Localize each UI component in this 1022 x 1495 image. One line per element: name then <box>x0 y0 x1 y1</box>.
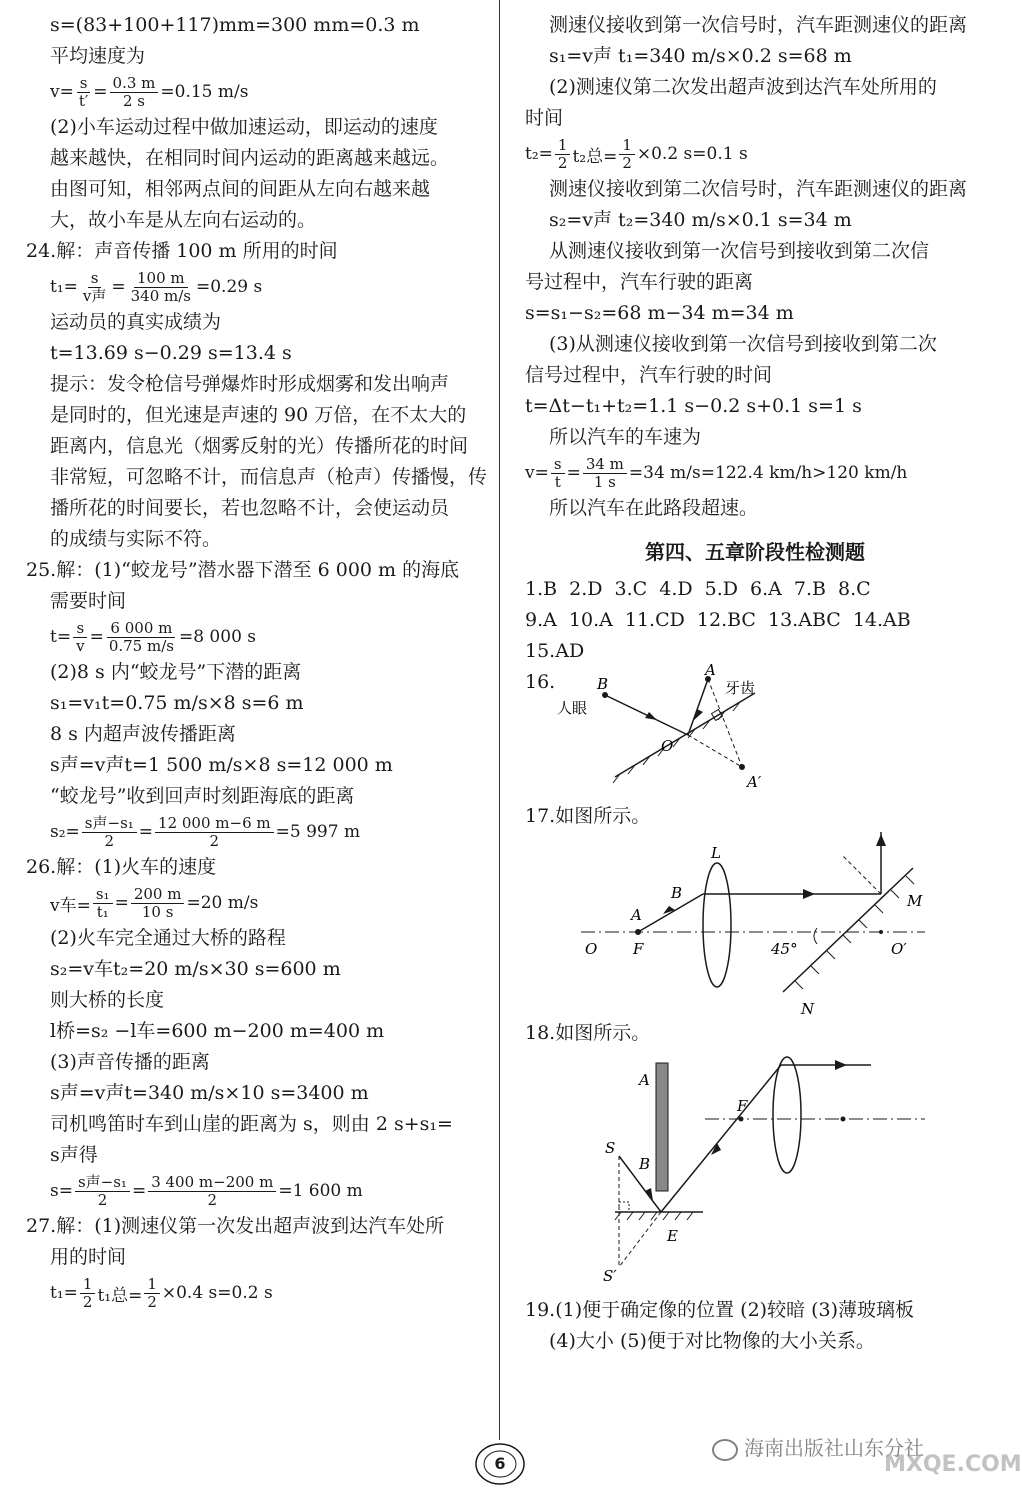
text-line: s₁=v₁t=0.75 m/s×8 s=6 m <box>50 692 304 714</box>
equation: v= $\frac{s}{t'}$ = $\frac{0.3 m}{2 s}$ =0.15 m/s <box>50 73 249 110</box>
label-M: M <box>907 892 923 910</box>
watermark: 海南出版社山东分社 <box>712 1432 924 1461</box>
chat-icon <box>712 1439 738 1461</box>
equation: s= $\frac{\text{s声−s₁}}{2}$ = $\frac{3 400 m-200 m}{2}$ =1 600 m <box>50 1172 363 1209</box>
answer-key-line: 1.B 2.D 3.C 4.D 5.D 6.A 7.B 8.C <box>525 578 871 600</box>
watermark-site: MXQE.COM <box>884 1452 1022 1477</box>
text-line: 非常短，可忽略不计，而信息声（枪声）传播慢，传 <box>50 466 488 488</box>
text-line: (3)声音传播的距离 <box>50 1051 210 1073</box>
label-angle: 45° <box>771 940 798 958</box>
text-line: 从测速仪接收到第一次信号到接收到第二次信 <box>549 240 930 262</box>
equation: s₂= $\frac{\text{s声−s₁}}{2}$ = $\frac{12 000 m-6 m}{2}$ =5 997 m <box>50 813 361 850</box>
plane-mirror-lens-diagram <box>525 1049 985 1295</box>
label-L: L <box>711 844 721 862</box>
text-line: 司机鸣笛时车到山崖的距离为 s，则由 2 s+s₁= <box>50 1113 453 1135</box>
text-line: s₂=v车t₂=20 m/s×30 s=600 m <box>50 958 341 980</box>
right-column <box>525 10 985 1357</box>
text-line: 平均速度为 <box>50 45 146 67</box>
label-O-prime: O′ <box>891 940 907 958</box>
label-O: O <box>661 737 674 755</box>
text-line: 是同时的，但光速是声速的 90 万倍，在不太大的 <box>50 404 467 426</box>
text-line: 时间 <box>525 107 564 129</box>
equation: t₁= $\frac{s}{\text{v声}}$ = $\frac{100 m}{340 m/s}$ =0.29 s <box>50 268 263 305</box>
column-divider <box>499 0 500 1440</box>
text-line: s声=v声t=340 m/s×10 s=3400 m <box>50 1082 369 1104</box>
label-S-prime: S′ <box>603 1267 617 1285</box>
text-line: (2)8 s 内“蛟龙号”下潜的距离 <box>50 661 302 683</box>
answer-key-line: 15.AD <box>525 640 585 662</box>
text-line: (3)从测速仪接收到第一次信号到接收到第二次 <box>549 333 937 355</box>
figure-17 <box>525 832 985 1018</box>
text-line: 运动员的真实成绩为 <box>50 311 222 333</box>
text-line: 测速仪接收到第二次信号时，汽车距测速仪的距离 <box>549 178 968 200</box>
label-B: B <box>671 884 683 902</box>
question-25: 25.解：(1)“蛟龙号”潜水器下潜至 6 000 m 的海底 <box>26 559 460 581</box>
text-line: 的成绩与实际不符。 <box>50 528 222 550</box>
text-line: 号过程中，汽车行驶的距离 <box>525 271 754 293</box>
question-19: 19.(1)便于确定像的位置 (2)较暗 (3)薄玻璃板 <box>525 1299 915 1321</box>
equation: t₁= $\frac{1}{2}$ t₁总= $\frac{1}{2}$ ×0.4 s=0.2 s <box>50 1274 273 1311</box>
text-line: s=(83+100+117)mm=300 mm=0.3 m <box>50 14 420 36</box>
equation: v= $\frac{s}{t}$ = $\frac{34 m}{1 s}$ =34 m/s=122.4 km/h>120 km/h <box>525 454 908 491</box>
equation: t₂= $\frac{1}{2}$ t₂总= $\frac{1}{2}$ ×0.2 s=0.1 s <box>525 135 748 172</box>
text-line: 所以汽车在此路段超速。 <box>549 497 759 519</box>
text-line: t=13.69 s−0.29 s=13.4 s <box>50 342 292 364</box>
section-title: 第四、五章阶段性检测题 <box>645 540 865 564</box>
text-line: (2)火车完全通过大桥的路程 <box>50 927 286 949</box>
text-line: l桥=s₂ −l车=600 m−200 m=400 m <box>50 1020 385 1042</box>
lens-mirror-diagram <box>525 832 985 1018</box>
question-24: 24.解：声音传播 100 m 所用的时间 <box>26 240 338 262</box>
text-line: s声=v声t=1 500 m/s×8 s=12 000 m <box>50 754 393 776</box>
equation: t= $\frac{s}{v}$ = $\frac{6 000 m}{0.75 m/s}$ =8 000 s <box>50 618 257 655</box>
text-line: 信号过程中，汽车行驶的时间 <box>525 364 773 386</box>
label-F: F <box>737 1097 748 1115</box>
question-16-label: 16. <box>525 671 556 693</box>
label-B: B <box>639 1155 651 1173</box>
question-27: 27.解：(1)测速仪第一次发出超声波到达汽车处所 <box>26 1215 445 1237</box>
label-N: N <box>801 1000 815 1018</box>
text-line: 大，故小车是从左向右运动的。 <box>50 209 317 231</box>
label-A: A <box>705 661 716 679</box>
label-A: A <box>631 906 642 924</box>
text-line: (2)测速仪第二次发出超声波到达汽车处所用的 <box>549 76 937 98</box>
text-line: 用的时间 <box>50 1246 127 1268</box>
text-line: 播所花的时间要长，若也忽略不计，会使运动员 <box>50 497 450 519</box>
text-line: 提示：发令枪信号弹爆炸时形成烟雾和发出响声 <box>50 373 450 395</box>
label-eye: 人眼 <box>557 699 588 717</box>
left-column <box>26 10 486 1313</box>
label-F: F <box>633 940 644 958</box>
text-line: s₁=v声 t₁=340 m/s×0.2 s=68 m <box>549 45 852 67</box>
text-line: 由图可知，相邻两点间的间距从左向右越来越 <box>50 178 431 200</box>
label-A-prime: A′ <box>747 773 762 791</box>
text-line: s₂=v声 t₂=340 m/s×0.1 s=34 m <box>549 209 852 231</box>
text-line: 测速仪接收到第一次信号时，汽车距测速仪的距离 <box>549 14 968 36</box>
figure-16 <box>525 661 985 801</box>
text-line: (2)小车运动过程中做加速运动，即运动的速度 <box>50 116 438 138</box>
label-O: O <box>585 940 598 958</box>
label-E: E <box>667 1227 678 1245</box>
answer-key-line: 9.A 10.A 11.CD 12.BC 13.ABC 14.AB <box>525 609 911 631</box>
text-line: 需要时间 <box>50 590 127 612</box>
figure-18 <box>525 1049 985 1295</box>
text-line: 所以汽车的车速为 <box>549 426 702 448</box>
label-B: B <box>597 675 609 693</box>
text-line: 则大桥的长度 <box>50 989 165 1011</box>
equation: v车= $\frac{\text{s₁}}{\text{t₁}}$ = $\frac{200 m}{10 s}$ =20 m/s <box>50 884 259 921</box>
text-line: s=s₁−s₂=68 m−34 m=34 m <box>525 302 794 324</box>
text-line: t=Δt−t₁+t₂=1.1 s−0.2 s+0.1 s=1 s <box>525 395 862 417</box>
label-S: S <box>605 1139 616 1157</box>
question-18: 18.如图所示。 <box>525 1022 651 1044</box>
text-line: (4)大小 (5)便于对比物像的大小关系。 <box>549 1330 875 1352</box>
question-17: 17.如图所示。 <box>525 805 651 827</box>
question-26: 26.解：(1)火车的速度 <box>26 856 217 878</box>
text-line: 8 s 内超声波传播距离 <box>50 723 236 745</box>
label-A: A <box>639 1071 650 1089</box>
text-line: s声得 <box>50 1144 98 1166</box>
label-tooth: 牙齿 <box>725 679 756 697</box>
mirror-reflection-diagram <box>525 661 985 801</box>
text-line: 距离内，信息光（烟雾反射的光）传播所花的时间 <box>50 435 469 457</box>
text-line: 越来越快，在相同时间内运动的距离越来越远。 <box>50 147 450 169</box>
text-line: “蛟龙号”收到回声时刻距海底的距离 <box>50 785 355 807</box>
page-number: 6 <box>474 1442 526 1486</box>
